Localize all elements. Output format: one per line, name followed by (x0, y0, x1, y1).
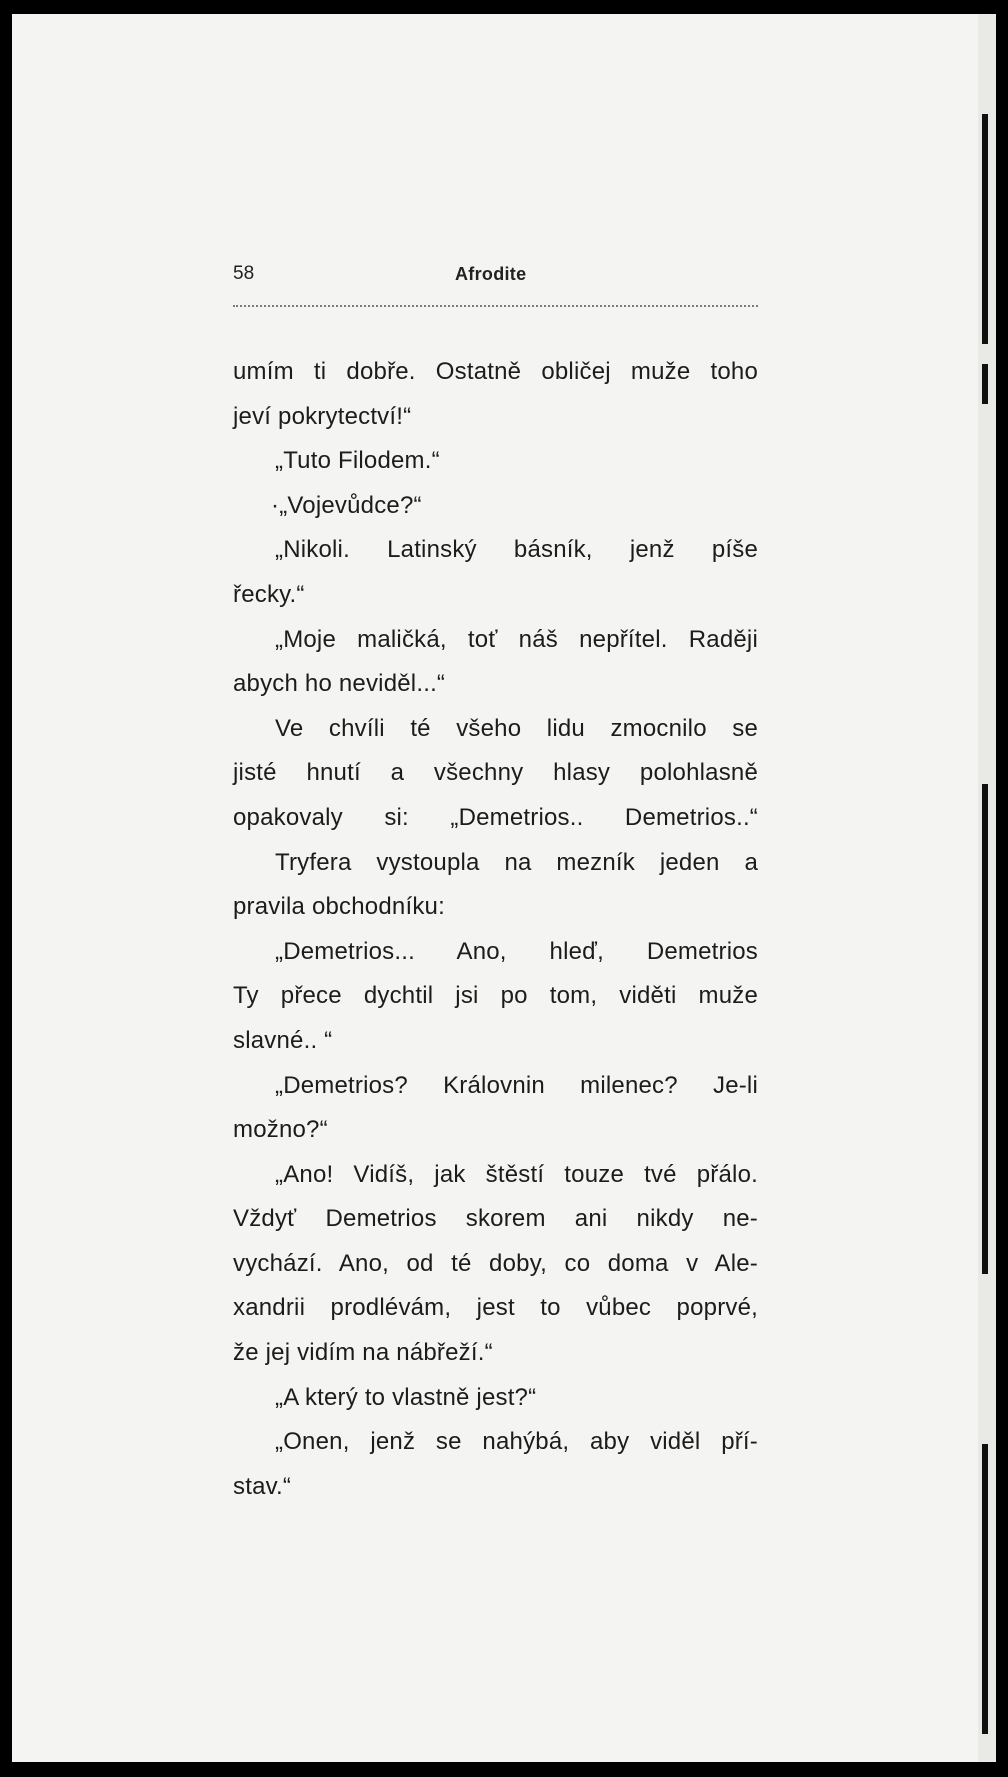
text-line: řecky.“ (233, 580, 305, 608)
text-line: vychází. Ano, od té doby, co doma v Ale- (233, 1249, 758, 1277)
text-line: xandrii prodlévám, jest to vůbec poprvé, (233, 1294, 758, 1322)
text-line: „Moje maličká, toť náš nepřítel. Raději (275, 625, 758, 653)
text-line: abych ho neviděl...“ (233, 670, 446, 698)
text-line: „Onen, jenž se nahýbá, aby viděl pří- (275, 1428, 758, 1456)
text-line: Tryfera vystoupla na mezník jeden a (275, 848, 758, 876)
page-number: 58 (233, 263, 255, 284)
page-edge (978, 14, 996, 1762)
page-header (233, 258, 758, 298)
running-title: Afrodite (455, 264, 527, 284)
text-line: „Nikoli. Latinský básník, jenž píše (275, 536, 758, 564)
text-line: „Demetrios... Ano, hleď, Demetrios (275, 937, 758, 965)
text-line: „Demetrios? Královnin milenec? Je-li (275, 1071, 758, 1099)
text-line: jisté hnutí a všechny hlasy polohlasně (233, 759, 758, 787)
text-line: Ty přece dychtil jsi po tom, viděti muže (233, 982, 758, 1010)
edge-mark (982, 114, 988, 344)
edge-mark (982, 784, 988, 1274)
edge-mark (982, 1444, 988, 1734)
text-line: Vždyť Demetrios skorem ani nikdy ne- (233, 1205, 758, 1233)
body-text (233, 350, 758, 1509)
text-line: možno?“ (233, 1116, 328, 1144)
text-line: „Ano! Vidíš, jak štěstí touze tvé přálo. (275, 1160, 758, 1188)
text-line: stav.“ (233, 1472, 292, 1500)
text-line: umím ti dobře. Ostatně obličej muže toho (233, 358, 758, 385)
edge-mark (982, 364, 988, 404)
text-line: že jej vidím na nábřeží.“ (233, 1339, 493, 1367)
text-line: opakovaly si: „Demetrios.. Demetrios..“ (233, 803, 758, 831)
text-line: Ve chvíli té všeho lidu zmocnilo se (275, 714, 758, 742)
text-line: ·„Vojevůdce?“ (271, 491, 422, 519)
text-line: pravila obchodníku: (233, 893, 445, 921)
text-line: „A který to vlastně jest?“ (275, 1383, 537, 1411)
text-line: jeví pokrytectví!“ (233, 402, 412, 430)
header-rule (233, 305, 758, 307)
text-line: slavné.. “ (233, 1026, 333, 1054)
text-line: „Tuto Filodem.“ (275, 447, 440, 475)
